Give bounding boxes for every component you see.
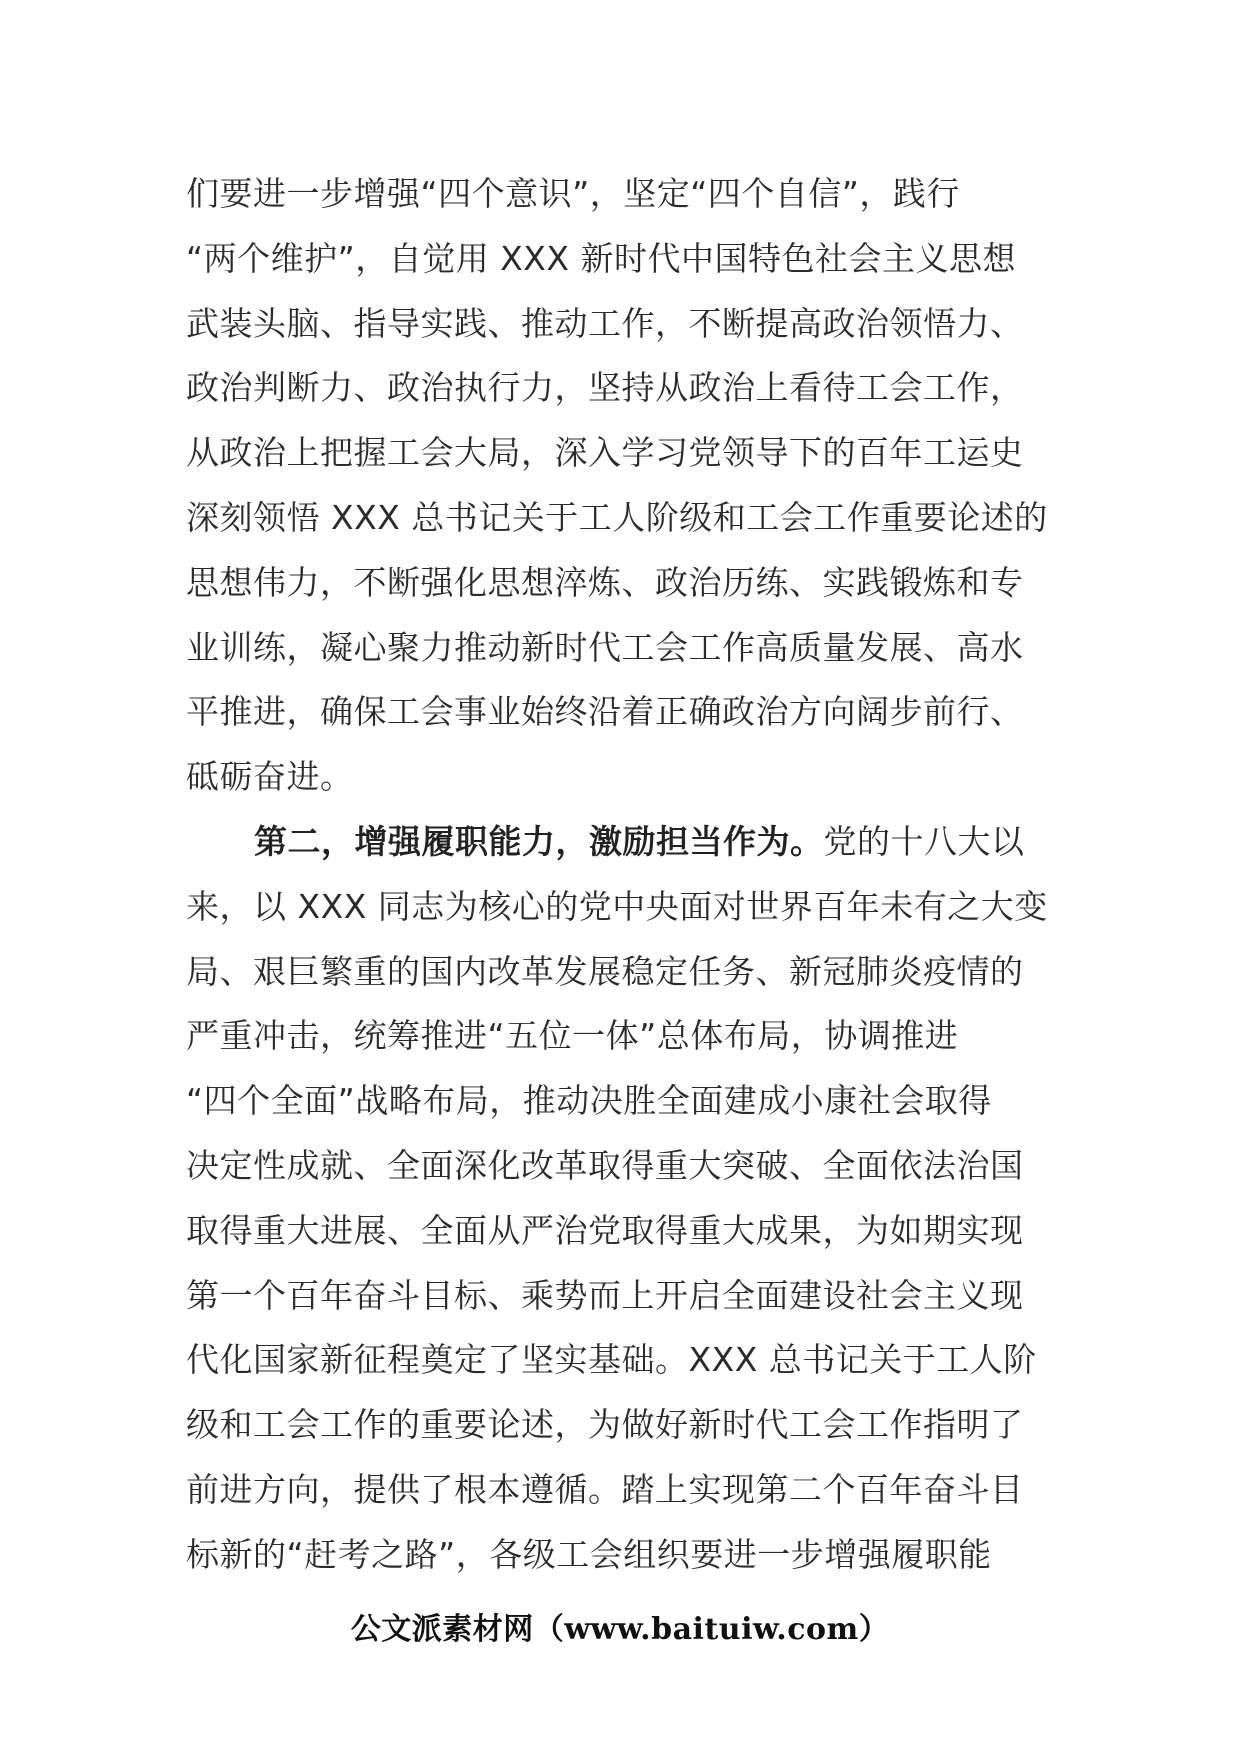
text-line: 局、艰巨繁重的国内改革发展稳定任务、新冠肺炎疫情的 <box>186 951 1024 991</box>
paragraph-heading: 第二，增强履职能力，激励担当作为。 <box>254 821 824 861</box>
text-line: 来，以 XXX 同志为核心的党中央面对世界百年未有之大变 <box>186 886 1048 926</box>
text-line: 前进方向，提供了根本遵循。踏上实现第二个百年奋斗目 <box>186 1469 1024 1509</box>
text-line: “两个维护”，自觉用 XXX 新时代中国特色社会主义思想 <box>186 238 1016 278</box>
body-text <box>186 162 1058 1588</box>
text-line: 严重冲击，统筹推进“五位一体”总体布局，协调推进 <box>186 1016 959 1056</box>
paragraph-lead-line <box>186 810 1058 875</box>
text-line: 从政治上把握工会大局，深入学习党领导下的百年工运史 <box>186 433 1024 473</box>
text-line: 们要进一步增强“四个意识”，坚定“四个自信”，践行 <box>186 174 960 213</box>
text-line: 取得重大进展、全面从严治党取得重大成果，为如期实现 <box>186 1210 1024 1250</box>
text-line: 砥砺奋进。 <box>186 757 354 797</box>
page-footer: 公文派素材网（www.baituiw.com） <box>350 1612 890 1647</box>
text-line: 深刻领悟 XXX 总书记关于工人阶级和工会工作重要论述的 <box>186 497 1048 537</box>
text-line: 思想伟力，不断强化思想淬炼、政治历练、实践锻炼和专 <box>186 562 1024 602</box>
paragraph-lead-rest: 党的十八大以 <box>823 821 1025 861</box>
text-line: 武装头脑、指导实践、推动工作，不断提高政治领悟力、 <box>186 303 1024 343</box>
text-line: 政治判断力、政治执行力，坚持从政治上看待工会工作， <box>186 368 1024 408</box>
text-line: “四个全面”战略布局，推动决胜全面建成小康社会取得 <box>186 1081 992 1121</box>
text-line: 平推进，确保工会事业始终沿着正确政治方向阔步前行、 <box>186 692 1024 732</box>
text-line: 第一个百年奋斗目标、乘势而上开启全面建设社会主义现 <box>186 1275 1024 1315</box>
text-line: 决定性成就、全面深化改革取得重大突破、全面依法治国 <box>186 1145 1024 1185</box>
text-line: 标新的“赶考之路”，各级工会组织要进一步增强履职能 <box>186 1534 992 1574</box>
text-line: 级和工会工作的重要论述，为做好新时代工会工作指明了 <box>186 1405 1024 1445</box>
text-line: 业训练，凝心聚力推动新时代工会工作高质量发展、高水 <box>186 627 1024 667</box>
text-line: 代化国家新征程奠定了坚实基础。XXX 总书记关于工人阶 <box>186 1340 1037 1380</box>
